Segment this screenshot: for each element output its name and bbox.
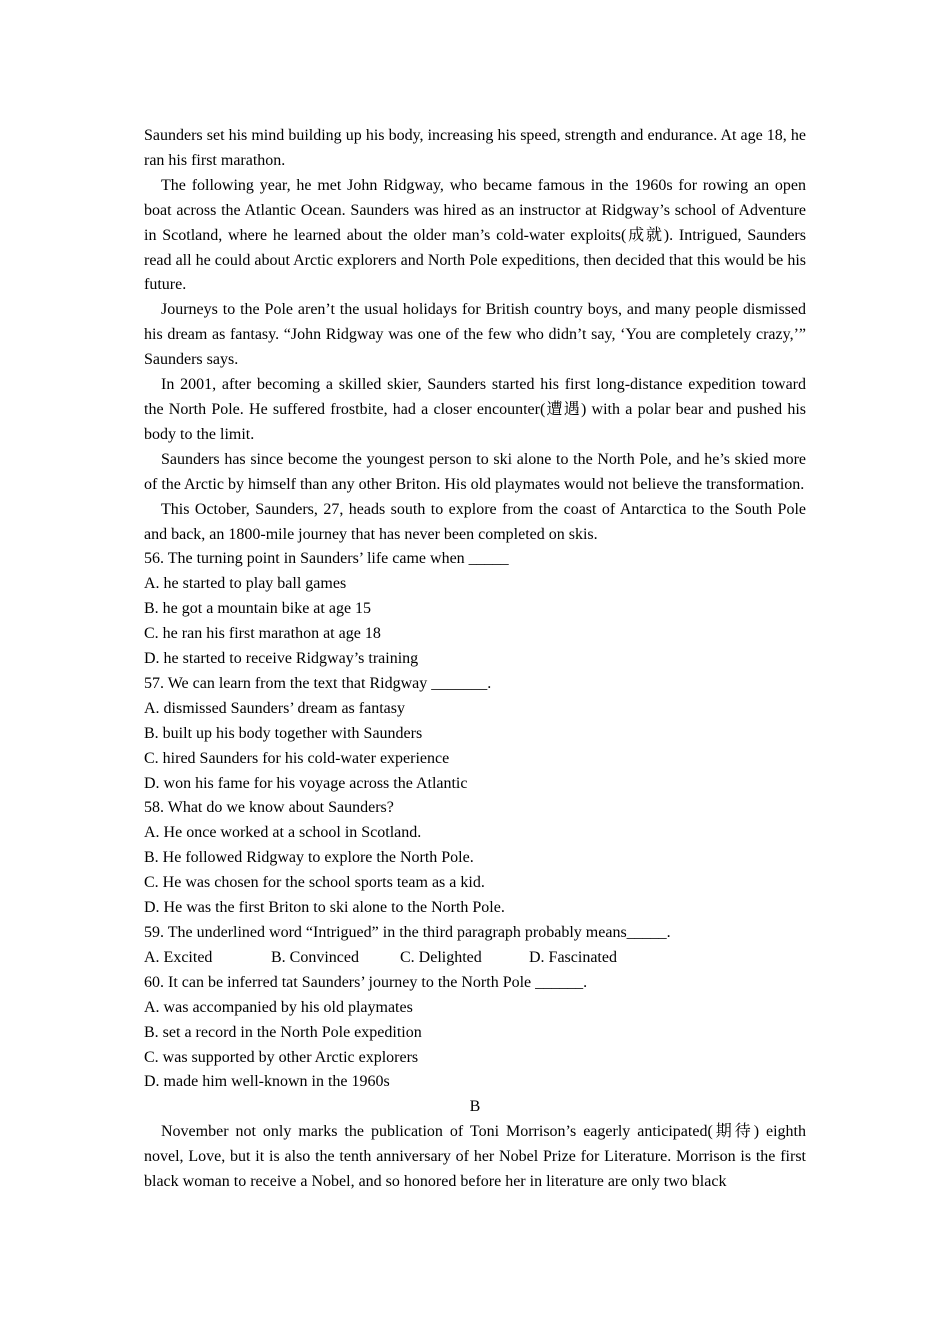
question-stem: 59. The underlined word “Intrigued” in the third paragraph probably means_____.	[144, 924, 671, 941]
question-option: D. made him well-known in the 1960s	[144, 1073, 390, 1091]
question-option: B. built up his body together with Saunders	[144, 724, 423, 742]
question-stem: 57. We can learn from the text that Ridgway _______.	[144, 674, 492, 692]
passage-b-paragraph-1: November not only marks the publication of Toni Morrison’s eagerly anticipated(期待) eighth novel, Love, but it is also the tenth anniversary of her Nobel Prize for Literature. Morrison is the first black woman to receive a Nobel, and so honored before her in literature are only two black	[144, 1123, 806, 1191]
question-option: D. he started to receive Ridgway’s training	[144, 650, 419, 668]
question-option: A. was accompanied by his old playmates	[144, 998, 413, 1016]
passage-a-paragraph-3: Journeys to the Pole aren’t the usual holidays for British country boys, and many people dismissed his dream as fantasy. “John Ridgway was one of the few who didn’t say, ‘You are completely crazy,’” Saunders says.	[144, 301, 806, 369]
question-option: C. He was chosen for the school sports team as a kid.	[144, 874, 485, 892]
question-option: C. he ran his first marathon at age 18	[144, 625, 381, 643]
question-option: A. Excited	[144, 948, 213, 966]
passage-a-paragraph-6: This October, Saunders, 27, heads south to explore from the coast of Antarctica to the South Pole and back, an 1800-mile journey that has never been completed on skis.	[144, 500, 806, 543]
question-option: B. Convinced	[271, 948, 359, 966]
question-56	[144, 547, 806, 672]
passage-a-paragraph-4: In 2001, after becoming a skilled skier, Saunders started his first long-distance expedition toward the North Pole. He suffered frostbite, had a closer encounter(遭遇) with a polar bear and pushed his body to the limit.	[144, 376, 806, 443]
question-option: A. dismissed Saunders’ dream as fantasy	[144, 699, 405, 717]
question-options-row	[144, 946, 806, 971]
question-stem: 56. The turning point in Saunders’ life came when _____	[144, 550, 509, 568]
passage-a-paragraph-2: The following year, he met John Ridgway, who became famous in the 1960s for rowing an open boat across the Atlantic Ocean. Saunders was hired as an instructor at Ridgway’s school of Adventure in Scotland, where he learned about the older man’s cold-water exploits(成就). Intrigued, Saunders read all he could about Arctic explorers and North Pole expeditions, then decided that this would be his future.	[144, 176, 806, 294]
question-option: B. he got a mountain bike at age 15	[144, 600, 372, 618]
question-60	[144, 971, 806, 1096]
passage-a-paragraph-1: Saunders set his mind building up his body, increasing his speed, strength and endurance. At age 18, he ran his first marathon.	[144, 127, 806, 169]
section-heading-b: B	[469, 1098, 481, 1116]
question-58	[144, 796, 806, 921]
passage-a-paragraph-5: Saunders has since become the youngest person to ski alone to the North Pole, and he’s skied more of the Arctic by himself than any other Briton. His old playmates would not believe the transformation.	[144, 450, 806, 493]
question-option: D. Fascinated	[529, 948, 617, 966]
question-59	[144, 921, 806, 971]
question-option: D. won his fame for his voyage across the Atlantic	[144, 774, 468, 792]
question-option: B. He followed Ridgway to explore the North Pole.	[144, 849, 474, 867]
question-option: A. he started to play ball games	[144, 575, 347, 593]
question-option: A. He once worked at a school in Scotland.	[144, 824, 422, 842]
question-option: C. Delighted	[400, 948, 482, 966]
question-option: C. hired Saunders for his cold-water experience	[144, 749, 450, 767]
question-option: C. was supported by other Arctic explorers	[144, 1048, 419, 1066]
question-stem: 58. What do we know about Saunders?	[144, 799, 394, 817]
question-option: D. He was the first Briton to ski alone to the North Pole.	[144, 899, 505, 917]
document-page	[144, 124, 806, 1195]
question-57	[144, 672, 806, 797]
question-option: B. set a record in the North Pole expedition	[144, 1023, 422, 1041]
question-stem: 60. It can be inferred tat Saunders’ journey to the North Pole ______.	[144, 973, 588, 991]
